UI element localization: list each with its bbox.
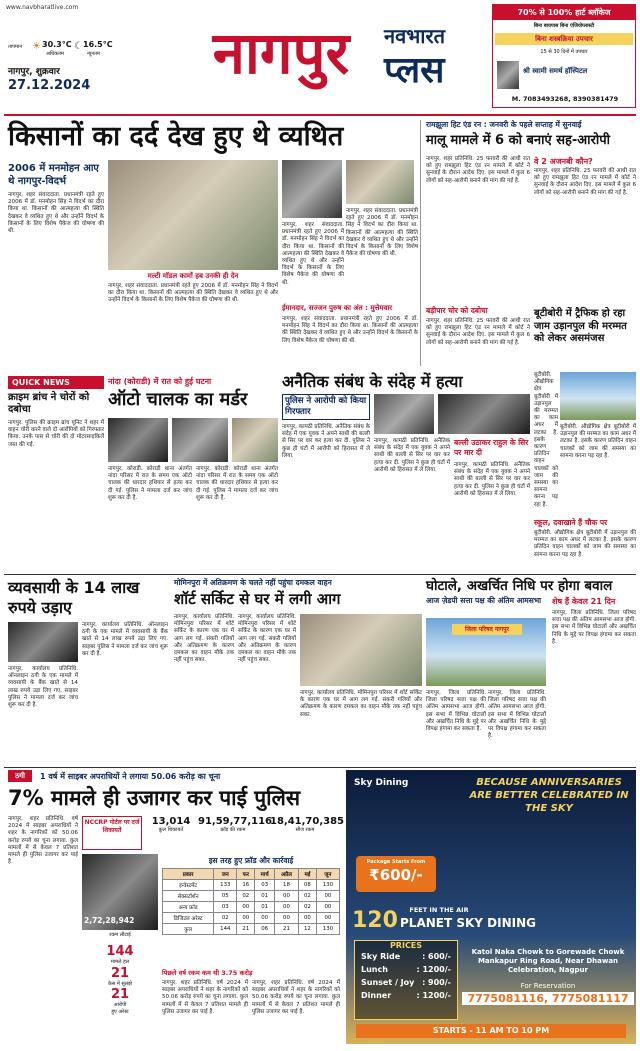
hotel-kicker: रामझूला हिट एंड रन : जनवरी के पहले सप्ताह में सुनवाई bbox=[426, 120, 582, 129]
table-header-cell: प्रकार bbox=[163, 869, 214, 880]
planet-name: PLANET SKY DINING bbox=[400, 916, 536, 930]
table-cell: 02 bbox=[298, 902, 316, 913]
scam-side: शेष हैं केवल 21 दिन bbox=[552, 597, 616, 606]
ad-tagline: BECAUSE ANNIVERSARIES ARE BETTER CELEBRATED IN THE SKY bbox=[469, 777, 629, 814]
table-header-cell: अप्रैल bbox=[274, 869, 298, 880]
table-cell: 02 bbox=[237, 891, 255, 902]
leader-photo-2 bbox=[346, 160, 414, 204]
trader-body: नागपुर, कार्यालय प्रतिनिधि. ऑनलाइन ठगी के एक मामले में व्यवसायी के बैंक खाते से 14 लाख रुपये उड़ा लिए गए. साइबर पुलिस ने मामला दर्ज कर जांच शुरू कर दी है. bbox=[82, 622, 168, 657]
auto-kicker: नांदा (कोराडी) में रात को हुई घटना bbox=[108, 377, 212, 386]
fraud-table bbox=[162, 868, 340, 935]
fraud-table-title: इस तरह हुए फ्रॉड और कार्रवाई bbox=[208, 856, 294, 865]
masthead-divider bbox=[4, 114, 636, 116]
stat-fraud bbox=[198, 816, 273, 850]
price-row bbox=[355, 989, 457, 1002]
auto-body: नागपुर, कोराडी. कोराडी थाना अंतर्गत नांदा परिसर में रात के समय एक ऑटो चालक की धारदार हथियार से हत्या कर दी गई. पुलिस ने मामला दर्ज कर जांच शुरू कर दी है. bbox=[108, 466, 192, 501]
cyber-foot: पिछले वर्ष रकम कम थी 3.75 करोड़ bbox=[162, 969, 253, 977]
package-label: Package Starts From bbox=[366, 859, 426, 865]
table-cell: 21 bbox=[237, 924, 255, 935]
table-cell: 144 bbox=[214, 924, 237, 935]
fraud-value: 91,59,77,116 bbox=[198, 816, 273, 827]
table-cell: 06 bbox=[255, 924, 275, 935]
temp-min-label: न्यूनतम bbox=[87, 51, 100, 57]
table-cell: 12 bbox=[298, 924, 316, 935]
fire-body-2: नागपुर, कार्यालय प्रतिनिधि. मोमिनपुरा परिसर में शॉर्ट सर्किट के कारण एक घर में आग लग गई. संकरी गलियों और अतिक्रमण के कारण दमकल का वाहन मौके तक नहीं पहुंच सका. bbox=[238, 614, 296, 664]
trader-photo bbox=[8, 622, 78, 662]
lead-body-left: नागपुर, शहर संवाददाता. प्रधानमंत्री रहते हुए 2006 में डॉ. मनमोहन सिंह ने विदर्भ का दौरा किया था. किसानों की आत्महत्या की स्थिति देखकर वे व्यथित हुए थे और उन्होंने विदर्भ के किसानों के लिए विशेष पैकेज की घोषणा की थी. bbox=[8, 192, 104, 235]
cyber-body-2: नागपुर, शहर प्रतिनिधि. वर्ष 2024 में साइबर अपराधियों ने शहर के नागरिकों को 50.06 करोड़ रुपये का चूना लगाया. कुल मामलों में से केवल 7 प्रतिशत मामले ही पुलिस उजागर कर पाई है. bbox=[162, 980, 248, 1015]
table-header-cell: मार्च bbox=[255, 869, 275, 880]
table-cell: 08 bbox=[298, 880, 316, 891]
table-header-cell: जन bbox=[214, 869, 237, 880]
cyber-tag: ठगी bbox=[8, 770, 32, 782]
fraud-label: फ्रॉड की रकम bbox=[220, 827, 246, 833]
bridge-photo bbox=[560, 372, 636, 420]
table-cell: 18 bbox=[274, 880, 298, 891]
city-day: नागपुर, शुक्रवार bbox=[8, 67, 60, 77]
scam-body-2: नागपुर, जिला प्रतिनिधि. जिला परिषद सत्ता पक्ष की अंतिम आमसभा आज होगी. इस सभा में विभिन्न घोटालों और अखर्चित निधि के मुद्दे पर विपक्ष हंगामा कर सकता है. bbox=[488, 690, 546, 740]
trader-body-2: नागपुर, कार्यालय प्रतिनिधि. ऑनलाइन ठगी के एक मामले में व्यवसायी के बैंक खाते से 14 लाख रुपये उड़ा लिए गए. साइबर पुलिस ने मामला दर्ज कर जांच शुरू कर दी है. bbox=[8, 666, 78, 709]
sun-icon: ☀ bbox=[32, 41, 41, 52]
table-row bbox=[163, 880, 340, 891]
lead-subhead: ईमानदार, सज्जन पुरुष का अंत : मुत्तेमवार bbox=[282, 304, 393, 312]
table-cell: 00 bbox=[274, 902, 298, 913]
hotel-sub: बड़ीपार चोर को दबोचा bbox=[426, 306, 488, 315]
price-label: Dinner bbox=[361, 991, 392, 1000]
cyber-body: नागपुर, शहर प्रतिनिधि. वर्ष 2024 में साइबर अपराधियों ने शहर के नागरिकों को 50.06 करोड़ रुपये का चूना लगाया. कुल मामलों में से केवल 7 प्रतिशत मामले ही पुलिस उजागर कर पाई है. bbox=[8, 816, 78, 866]
title-bottom: प्लस bbox=[384, 50, 445, 91]
bridge-body-2: बूटीबोरी. औद्योगिक क्षेत्र बूटीबोरी में उड़ानपुल की मरम्मत का काम अधर में लटका है. इसके कारण प्रतिदिन वाहन चालकों को जाम की समस्या का सामना करना पड़ रहा है. bbox=[560, 424, 637, 459]
leader-photo bbox=[282, 160, 342, 218]
stat-complaints bbox=[146, 816, 196, 850]
fraud-table-wrap bbox=[162, 856, 340, 966]
accused-label: आरोपी bbox=[113, 1002, 127, 1008]
auto-photo bbox=[108, 418, 168, 462]
table-cell: कुल bbox=[163, 924, 214, 935]
zp-sign: जिला परिषद नागपुर bbox=[452, 624, 522, 635]
feet-value: 120 bbox=[352, 908, 398, 933]
table-cell: 00 bbox=[316, 891, 339, 902]
bridge-headline[interactable]: बूटीबोरी में ट्रैफिक हो रहा जाम उड़ानपुल की मरम्मत को लेकर असमंजस bbox=[534, 308, 627, 344]
hotel-body: नागपुर, शहर प्रतिनिधि. 25 फरवरी की आधी रात को हुए रामझूला हिट एंड रन मामले में कोर्ट ने सुनवाई के दौरान आदेश दिए. इस मामले में कुल 6 लोगों को सह-आरोपी बनाने की मांग की गई है. bbox=[426, 156, 530, 184]
accused-sub: हुए अरेस्ट bbox=[111, 1008, 129, 1015]
lead-body-mid: नागपुर, शहर संवाददाता. प्रधानमंत्री रहते हुए 2006 में डॉ. मनमोहन सिंह ने विदर्भ का दौरा किया था. किसानों की आत्महत्या की स्थिति देखकर वे व्यथित हुए थे और उन्होंने विदर्भ के किसानों के लिए विशेष पैकेज की घोषणा की थी. bbox=[108, 283, 278, 304]
nccrp-box bbox=[82, 816, 142, 850]
lead-photo-caption: मल्टी मॉडल कामों हब उनकी ही देन bbox=[147, 272, 239, 280]
frozen-label: सीज रकम bbox=[295, 827, 315, 833]
affair-sub: पुलिस ने आरोपी को किया गिरफ्तार bbox=[282, 394, 370, 420]
affair-headline[interactable]: अनैतिक संबंध के संदेह में हत्या bbox=[282, 372, 463, 391]
cases-value: 144 bbox=[106, 944, 134, 959]
feet-label: FEET IN THE AIR bbox=[409, 906, 469, 914]
weather-box bbox=[8, 38, 118, 62]
table-row bbox=[163, 924, 340, 935]
table-cell: 01 bbox=[255, 902, 275, 913]
package-badge bbox=[356, 856, 436, 892]
table-cell: 00 bbox=[274, 891, 298, 902]
ad-phones[interactable]: 7775081116, 7775081117 bbox=[462, 992, 634, 1005]
quick-news-headline[interactable]: क्राइम ब्रांच ने चोरों को दबोचा bbox=[8, 392, 90, 415]
table-cell: इन्वेस्टमेंट bbox=[163, 880, 214, 891]
table-header-cell: मई bbox=[298, 869, 316, 880]
lead-body-right: नागपुर, शहर संवाददाता. प्रधानमंत्री रहते हुए 2006 में डॉ. मनमोहन सिंह ने विदर्भ का दौरा किया था. किसानों की आत्महत्या की स्थिति देखकर वे व्यथित हुए थे और उन्होंने विदर्भ के किसानों के लिए विशेष पैकेज की घोषणा की थी. bbox=[282, 222, 344, 286]
lead-photo bbox=[108, 160, 278, 270]
scam-body: नागपुर, जिला प्रतिनिधि. जिला परिषद सत्ता पक्ष की अंतिम आमसभा आज होगी. इस सभा में विभिन्न घोटालों और अखर्चित निधि के मुद्दे पर विपक्ष हंगामा कर सकता है. bbox=[426, 690, 486, 733]
price-value: : 1200/- bbox=[416, 991, 451, 1000]
table-cell: 00 bbox=[237, 913, 255, 924]
scam-headline[interactable]: घोटाले, अखर्चित निधि पर होगा बवाल bbox=[426, 578, 613, 594]
trader-headline[interactable]: व्यवसायी के 14 लाख रुपये उड़ाए bbox=[8, 578, 140, 617]
lead-body-bottom: नागपुर, शहर संवाददाता. प्रधानमंत्री रहते हुए 2006 में डॉ. मनमोहन सिंह ने विदर्भ का दौरा किया था. किसानों की आत्महत्या की स्थिति देखकर वे व्यथित हुए थे और उन्होंने विदर्भ के किसानों के लिए विशेष पैकेज की घोषणा की थी. bbox=[282, 316, 418, 344]
affair-side: बल्ली उठाकर राहुल के सिर पर मार दी bbox=[454, 438, 529, 457]
hotel-side-head: वे 2 अजनबी कौन? bbox=[534, 157, 593, 166]
complaints-label: कुल शिकायतें bbox=[158, 827, 184, 833]
auto-photo-3 bbox=[232, 418, 278, 462]
sky-dining-ad[interactable] bbox=[346, 770, 636, 1044]
frozen-value: 18,41,70,385 bbox=[270, 816, 345, 827]
quick-news-body: नागपुर. पुलिस की क्राइम ब्रांच यूनिट ने शहर में वाहन चोरी करने वाले दो आरोपियों को गिरफ्तार किया. उनके पास से चोरी की दो मोटरसाइकिलें जब्त की गईं. bbox=[8, 420, 104, 448]
price-label: Sunset / Joy bbox=[361, 978, 415, 987]
auto-body-2: नागपुर, कोराडी. कोराडी थाना अंतर्गत नांदा परिसर में रात के समय एक ऑटो चालक की धारदार हथियार से हत्या कर दी गई. पुलिस ने मामला दर्ज कर जांच शुरू कर दी है. bbox=[196, 466, 278, 501]
handcuff-photo bbox=[438, 394, 530, 434]
table-cell: 03 bbox=[214, 902, 237, 913]
table-cell: 00 bbox=[316, 902, 339, 913]
table-cell: 16 bbox=[237, 880, 255, 891]
price-value: : 900/- bbox=[422, 978, 451, 987]
table-cell: 05 bbox=[214, 891, 237, 902]
table-cell: 02 bbox=[214, 913, 237, 924]
moon-icon: ☾ bbox=[74, 41, 83, 52]
ad-brand: Sky Dining bbox=[354, 778, 409, 788]
cyber-kicker: 1 वर्ष में साइबर अपराधियों ने लगाया 50.06 करोड़ का चूना bbox=[40, 772, 221, 781]
prices-title: PRICES bbox=[389, 941, 423, 950]
hospital-ad-line2: बिना बायपास बिना एंजियोप्लास्टी bbox=[533, 23, 595, 29]
table-row bbox=[163, 891, 340, 902]
price-row bbox=[355, 963, 457, 976]
crime-label: रकम लौटाई bbox=[109, 932, 131, 938]
arrested-label: केस में सुलझे bbox=[108, 980, 132, 987]
hotel-side-body: नागपुर, शहर प्रतिनिधि. 25 फरवरी की आधी रात को हुए रामझूला हिट एंड रन मामले में कोर्ट ने सुनवाई के दौरान आदेश दिए. इस मामले में कुल 6 लोगों को सह-आरोपी बनाने की मांग की गई है. bbox=[534, 168, 636, 196]
table-cell: 00 bbox=[316, 913, 339, 924]
price-row bbox=[355, 950, 457, 963]
prices-box bbox=[354, 940, 458, 1020]
price-label: Lunch bbox=[361, 965, 388, 974]
bridge-sub-body: बूटीबोरी. औद्योगिक क्षेत्र बूटीबोरी में उड़ानपुल की मरम्मत का काम अधर में लटका है. इसके कारण प्रतिदिन वाहन चालकों को जाम की समस्या का सामना करना पड़ रहा है. bbox=[534, 530, 636, 558]
section-divider-2 bbox=[4, 767, 636, 768]
affair-body: नागपुर, कामठी प्रतिनिधि. अनैतिक संबंध के संदेह में एक युवक ने अपने साथी की बल्ली से सिर पर वार कर हत्या कर दी. पुलिस ने कुछ ही घंटों में आरोपी को हिरासत में ले लिया. bbox=[282, 424, 370, 459]
affair-photo bbox=[374, 394, 434, 434]
scam-sub: आज ज़ेडपी सत्ता पक्ष की अंतिम आमसभा bbox=[426, 596, 542, 605]
quick-news-label: QUICK NEWS bbox=[8, 376, 104, 389]
site-url[interactable]: www.navbharatlive.com bbox=[6, 4, 79, 11]
hospital-name: श्री स्वामी समर्थ हॉस्पिटल bbox=[523, 67, 588, 75]
table-cell: 00 bbox=[298, 913, 316, 924]
temp-min: 16.5°C bbox=[83, 40, 113, 49]
affair-body-2: नागपुर, कामठी प्रतिनिधि. अनैतिक संबंध के संदेह में एक युवक ने अपने साथी की बल्ली से सिर पर वार कर हत्या कर दी. पुलिस ने कुछ ही घंटों में आरोपी को हिरासत में ले लिया. bbox=[374, 438, 450, 473]
table-cell: डिजिटल अरेस्ट bbox=[163, 913, 214, 924]
bridge-body: बूटीबोरी. औद्योगिक क्षेत्र बूटीबोरी में उड़ानपुल की मरम्मत का काम अधर में लटका है. इसके कारण प्रतिदिन वाहन चालकों को जाम की समस्या का सामना करना पड़ रहा है. bbox=[534, 372, 558, 508]
cyber-body-3: नागपुर, शहर प्रतिनिधि. वर्ष 2024 में साइबर अपराधियों ने शहर के नागरिकों को 50.06 करोड़ रुपये का चूना लगाया. कुल मामलों में से केवल 7 प्रतिशत मामले ही पुलिस उजागर कर पाई है. bbox=[252, 980, 340, 1015]
masthead bbox=[0, 0, 640, 112]
table-cell: 03 bbox=[255, 880, 275, 891]
table-header-cell: जून bbox=[316, 869, 339, 880]
hospital-ad-line4: 15 से 30 दिनों में उपचार bbox=[540, 49, 588, 55]
affair-body-3: नागपुर, कामठी प्रतिनिधि. अनैतिक संबंध के संदेह में एक युवक ने अपने साथी की बल्ली से सिर पर वार कर हत्या कर दी. पुलिस ने कुछ ही घंटों में आरोपी को हिरासत में ले लिया. bbox=[454, 462, 530, 497]
fire-headline[interactable]: शॉर्ट सर्किट से घर में लगी आग bbox=[174, 590, 341, 608]
table-cell: सेक्सटॉर्शन bbox=[163, 891, 214, 902]
bridge-sub: स्कूल, दवाखाने हैं चौक पर bbox=[534, 518, 608, 527]
stat-frozen bbox=[270, 816, 345, 850]
hospital-ad[interactable] bbox=[492, 4, 636, 108]
issue-date: 27.12.2024 bbox=[8, 78, 91, 93]
arrested-value: 21 bbox=[110, 965, 130, 981]
fire-body-3: नागपुर, कार्यालय प्रतिनिधि. मोमिनपुरा परिसर में शॉर्ट सर्किट के कारण एक घर में आग लग गई. संकरी गलियों और अतिक्रमण के कारण दमकल का वाहन मौके तक नहीं पहुंच सका. bbox=[300, 690, 422, 718]
table-header-cell: फर bbox=[237, 869, 255, 880]
price-label: Sky Ride bbox=[361, 952, 401, 961]
temp-max-label: अधिकतम bbox=[46, 51, 64, 57]
crime-amount: 2,72,28,942 bbox=[84, 916, 135, 925]
table-row bbox=[163, 913, 340, 924]
nccrp-label: NCCRP पोर्टल पर दर्ज शिकायतें bbox=[84, 819, 140, 834]
complaints-value: 13,014 bbox=[151, 816, 191, 827]
table-cell: 130 bbox=[316, 924, 339, 935]
table-cell: 130 bbox=[316, 880, 339, 891]
reserve-label: For Reservation bbox=[520, 982, 576, 990]
price-row bbox=[355, 976, 457, 989]
accused-value: 21 bbox=[110, 987, 130, 1002]
ad-timing: STARTS - 11 AM TO 10 PM bbox=[356, 1024, 626, 1038]
auto-headline[interactable]: ऑटो चालक का मर्डर bbox=[108, 389, 248, 410]
lead-body-far: नागपुर, शहर संवाददाता. प्रधानमंत्री रहते हुए 2006 में डॉ. मनमोहन सिंह ने विदर्भ का दौरा किया था. किसानों की आत्महत्या की स्थिति देखकर वे व्यथित हुए थे और उन्होंने विदर्भ के किसानों के लिए विशेष पैकेज की घोषणा की थी. bbox=[346, 208, 418, 258]
hospital-ad-line3: बिना शस्त्रक्रिया उपचार bbox=[495, 33, 633, 45]
temp-label: तापमान bbox=[8, 44, 23, 50]
hospital-phone[interactable]: M. 7083493268, 8390381479 bbox=[511, 95, 619, 103]
table-row bbox=[163, 902, 340, 913]
price-value: : 600/- bbox=[422, 952, 451, 961]
auto-photo-2 bbox=[172, 418, 228, 462]
cyber-headline[interactable]: 7% मामले ही उजागर कर पाई पुलिस bbox=[8, 786, 301, 810]
cases-label: मामले हल bbox=[110, 959, 130, 965]
table-cell: 02 bbox=[298, 891, 316, 902]
hotel-sub-body: नागपुर, शहर प्रतिनिधि. 25 फरवरी की आधी रात को हुए रामझूला हिट एंड रन मामले में कोर्ट ने सुनवाई के दौरान आदेश दिए. इस मामले में कुल 6 लोगों को सह-आरोपी बनाने की मांग की गई है. bbox=[426, 318, 530, 346]
doctor-photo bbox=[497, 61, 519, 89]
section-divider-1 bbox=[4, 574, 636, 575]
price-value: : 1200/- bbox=[416, 965, 451, 974]
ad-address: Katol Naka Chowk to Gorewade Chowk Mankapur Ring Road, Near Dhawan Celebration, Nagpur bbox=[471, 948, 625, 974]
fraud-table-header bbox=[163, 869, 340, 880]
hospital-ad-line1: 70% से 100% हार्ट ब्लॉकेज bbox=[493, 5, 635, 20]
package-price: ₹600/- bbox=[369, 865, 423, 884]
scam-body-3: नागपुर, जिला प्रतिनिधि. जिला परिषद सत्ता पक्ष की अंतिम आमसभा आज होगी. इस सभा में विभिन्न घोटालों और अखर्चित निधि के मुद्दे पर विपक्ष हंगामा कर सकता है. bbox=[552, 610, 636, 645]
column-divider bbox=[420, 120, 421, 366]
lead-headline[interactable]: किसानों का दर्द देख हुए थे व्यथित bbox=[8, 121, 344, 152]
fire-photo bbox=[300, 614, 422, 686]
fire-body: नागपुर, कार्यालय प्रतिनिधि. मोमिनपुरा परिसर में शॉर्ट सर्किट के कारण एक घर में आग लग गई. संकरी गलियों और अतिक्रमण के कारण दमकल का वाहन मौके तक नहीं पहुंच सका. bbox=[174, 614, 234, 664]
table-cell: 133 bbox=[214, 880, 237, 891]
table-cell: 00 bbox=[237, 902, 255, 913]
cases-box bbox=[82, 944, 158, 1042]
title-main: नागपुर bbox=[212, 19, 350, 87]
hotel-headline[interactable]: मालू मामले में 6 को बनाएं सह-आरोपी bbox=[426, 133, 611, 148]
temp-max: 30.3°C bbox=[42, 40, 72, 49]
table-cell: 00 bbox=[274, 913, 298, 924]
table-cell: 21 bbox=[274, 924, 298, 935]
title-top: नवभारत bbox=[384, 24, 446, 48]
table-cell: 00 bbox=[255, 913, 275, 924]
table-cell: अन्य फ्रॉड bbox=[163, 902, 214, 913]
lead-side-head[interactable]: 2006 में मनमोहन आए थे नागपुर-विदर्भ bbox=[8, 163, 99, 187]
fire-kicker: मोमिनपुरा में अतिक्रमण के चलते नहीं पहुंचा दमकल वाहन bbox=[174, 578, 332, 587]
table-cell: 01 bbox=[255, 891, 275, 902]
